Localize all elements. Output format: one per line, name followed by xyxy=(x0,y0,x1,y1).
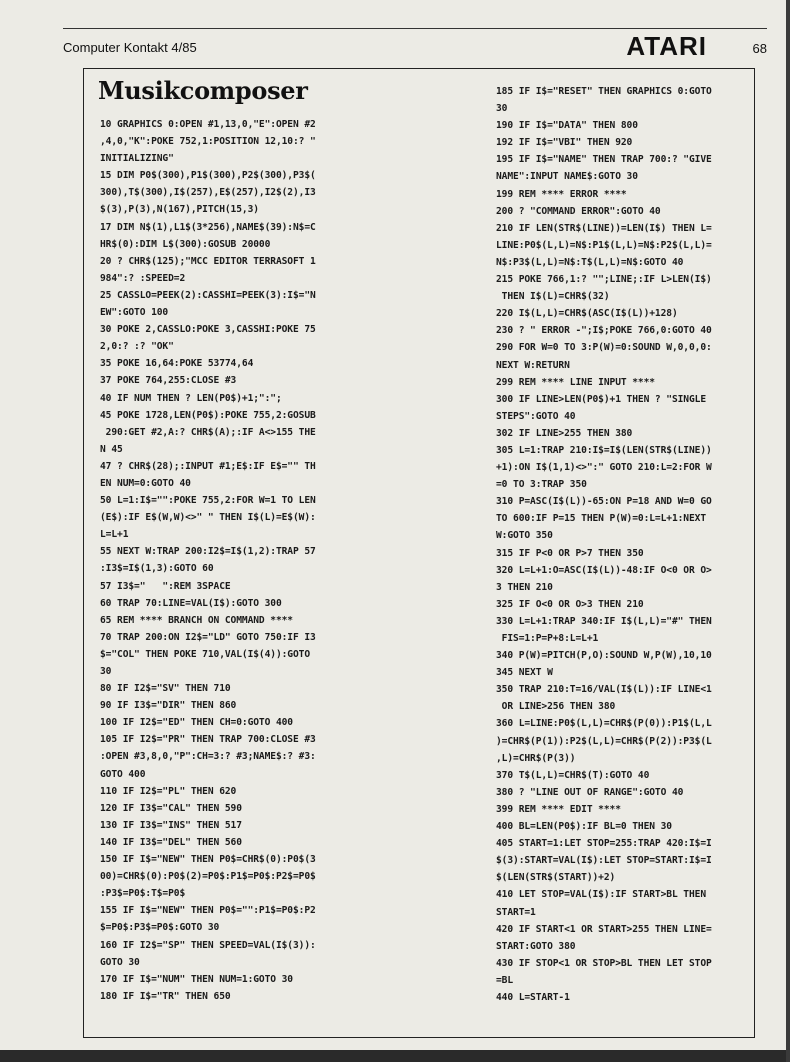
article-title: Musikcomposer xyxy=(98,76,308,105)
scan-bottom-edge xyxy=(0,1050,790,1062)
listing-left-column: 10 GRAPHICS 0:OPEN #1,13,0,"E":OPEN #2 ,4,0,"K":POKE 752,1:POSITION 12,10:? " INITIALIZING" 15 DIM P0$(300),P1$(300),P2$(300),P3$( 300),T$(300),I$(257),E$(257),I2$(2),I3 $(3),P(3),N(167),PITCH(15,3) 17 DIM N$(1),L1$(3*256),NAME$(39):N$=C HR$(0):DIM L$(300):GOSUB 20000 20 ? CHR$(125);"MCC EDITOR TERRASOFT 1 984":? :SPEED=2 25 CASSLO=PEEK(2):CASSHI=PEEK(3):I$="N EW":GOTO 100 30 POKE 2,CASSLO:POKE 3,CASSHI:POKE 75 2,0:? :? "OK" 35 POKE 16,64:POKE 53774,64 37 POKE 764,255:CLOSE #3 40 IF NUM THEN ? LEN(P0$)+1;":"; 45 POKE 1728,LEN(P0$):POKE 755,2:GOSUB 290:GET #2,A:? CHR$(A);:IF A<>155 THE N 45 47 ? CHR$(28);:INPUT #1;E$:IF E$="" TH EN NUM=0:GOTO 40 50 L=1:I$="":POKE 755,2:FOR W=1 TO LEN (E$):IF E$(W,W)<>" " THEN I$(L)=E$(W): L=L+1 55 NEXT W:TRAP 200:I2$=I$(1,2):TRAP 57 :I3$=I$(1,3):GOTO 60 57 I3$=" ":REM 3SPACE 60 TRAP 70:LINE=VAL(I$):GOTO 300 65 REM **** BRANCH ON COMMAND **** 70 TRAP 200:ON I2$="LD" GOTO 750:IF I3 $="COL" THEN POKE 710,VAL(I$(4)):GOTO 30 80 IF I2$="SV" THEN 710 90 IF I3$="DIR" THEN 860 100 IF I2$="ED" THEN CH=0:GOTO 400 105 IF I2$="PR" THEN TRAP 700:CLOSE #3 :OPEN #3,8,0,"P":CH=3:? #3;NAME$:? #3: GOTO 400 110 IF I2$="PL" THEN 620 120 IF I3$="CAL" THEN 590 130 IF I3$="INS" THEN 517 140 IF I3$="DEL" THEN 560 150 IF I$="NEW" THEN P0$=CHR$(0):P0$(3 00)=CHR$(0):P0$(2)=P0$:P1$=P0$:P2$=P0$ :P3$=P0$:T$=P0$ 155 IF I$="NEW" THEN P0$="":P1$=P0$:P2 $=P0$:P3$=P0$:GOTO 30 160 IF I2$="SP" THEN SPEED=VAL(I$(3)): GOTO 30 170 IF I$="NUM" THEN NUM=1:GOTO 30 180 IF I$="TR" THEN 650 xyxy=(100,119,316,1002)
page-number: 68 xyxy=(752,41,767,56)
brand-title: ATARI xyxy=(626,31,707,61)
scan-right-edge xyxy=(786,0,790,1062)
magazine-issue: Computer Kontakt 4/85 xyxy=(63,40,197,55)
page-header xyxy=(63,28,767,61)
listing-right-column: 185 IF I$="RESET" THEN GRAPHICS 0:GOTO 30 190 IF I$="DATA" THEN 800 192 IF I$="VBI" THEN 920 195 IF I$="NAME" THEN TRAP 700:? "GIVE NAME":INPUT NAME$:GOTO 30 199 REM **** ERROR **** 200 ? "COMMAND ERROR":GOTO 40 210 IF LEN(STR$(LINE))=LEN(I$) THEN L= LINE:P0$(L,L)=N$:P1$(L,L)=N$:P2$(L,L)= N$:P3$(L,L)=N$:T$(L,L)=N$:GOTO 40 215 POKE 766,1:? "";LINE;:IF L>LEN(I$) THEN I$(L)=CHR$(32) 220 I$(L,L)=CHR$(ASC(I$(L))+128) 230 ? " ERROR -";I$;POKE 766,0:GOTO 40 290 FOR W=0 TO 3:P(W)=0:SOUND W,0,0,0: NEXT W:RETURN 299 REM **** LINE INPUT **** 300 IF LINE>LEN(P0$)+1 THEN ? "SINGLE STEPS":GOTO 40 302 IF LINE>255 THEN 380 305 L=1:TRAP 210:I$=I$(LEN(STR$(LINE)) +1):ON I$(1,1)<>":" GOTO 210:L=2:FOR W =0 TO 3:TRAP 350 310 P=ASC(I$(L))-65:ON P=18 AND W=0 GO TO 600:IF P=15 THEN P(W)=0:L=L+1:NEXT W:GOTO 350 315 IF P<0 OR P>7 THEN 350 320 L=L+1:O=ASC(I$(L))-48:IF O<0 OR O> 3 THEN 210 325 IF O<0 OR O>3 THEN 210 330 L=L+1:TRAP 340:IF I$(L,L)="#" THEN FIS=1:P=P+8:L=L+1 340 P(W)=PITCH(P,O):SOUND W,P(W),10,10 345 NEXT W 350 TRAP 210:T=16/VAL(I$(L)):IF LINE<1 OR LINE>256 THEN 380 360 L=LINE:P0$(L,L)=CHR$(P(0)):P1$(L,L )=CHR$(P(1)):P2$(L,L)=CHR$(P(2)):P3$(L ,L)=CHR$(P(3)) 370 T$(L,L)=CHR$(T):GOTO 40 380 ? "LINE OUT OF RANGE":GOTO 40 399 REM **** EDIT **** 400 BL=LEN(P0$):IF BL=0 THEN 30 405 START=1:LET STOP=255:TRAP 420:I$=I $(3):START=VAL(I$):LET STOP=START:I$=I $(LEN(STR$(START))+2) 410 LET STOP=VAL(I$):IF START>BL THEN START=1 420 IF START<1 OR START>255 THEN LINE= START:GOTO 380 430 IF STOP<1 OR STOP>BL THEN LET STOP =BL 440 L=START-1 xyxy=(496,86,712,1003)
